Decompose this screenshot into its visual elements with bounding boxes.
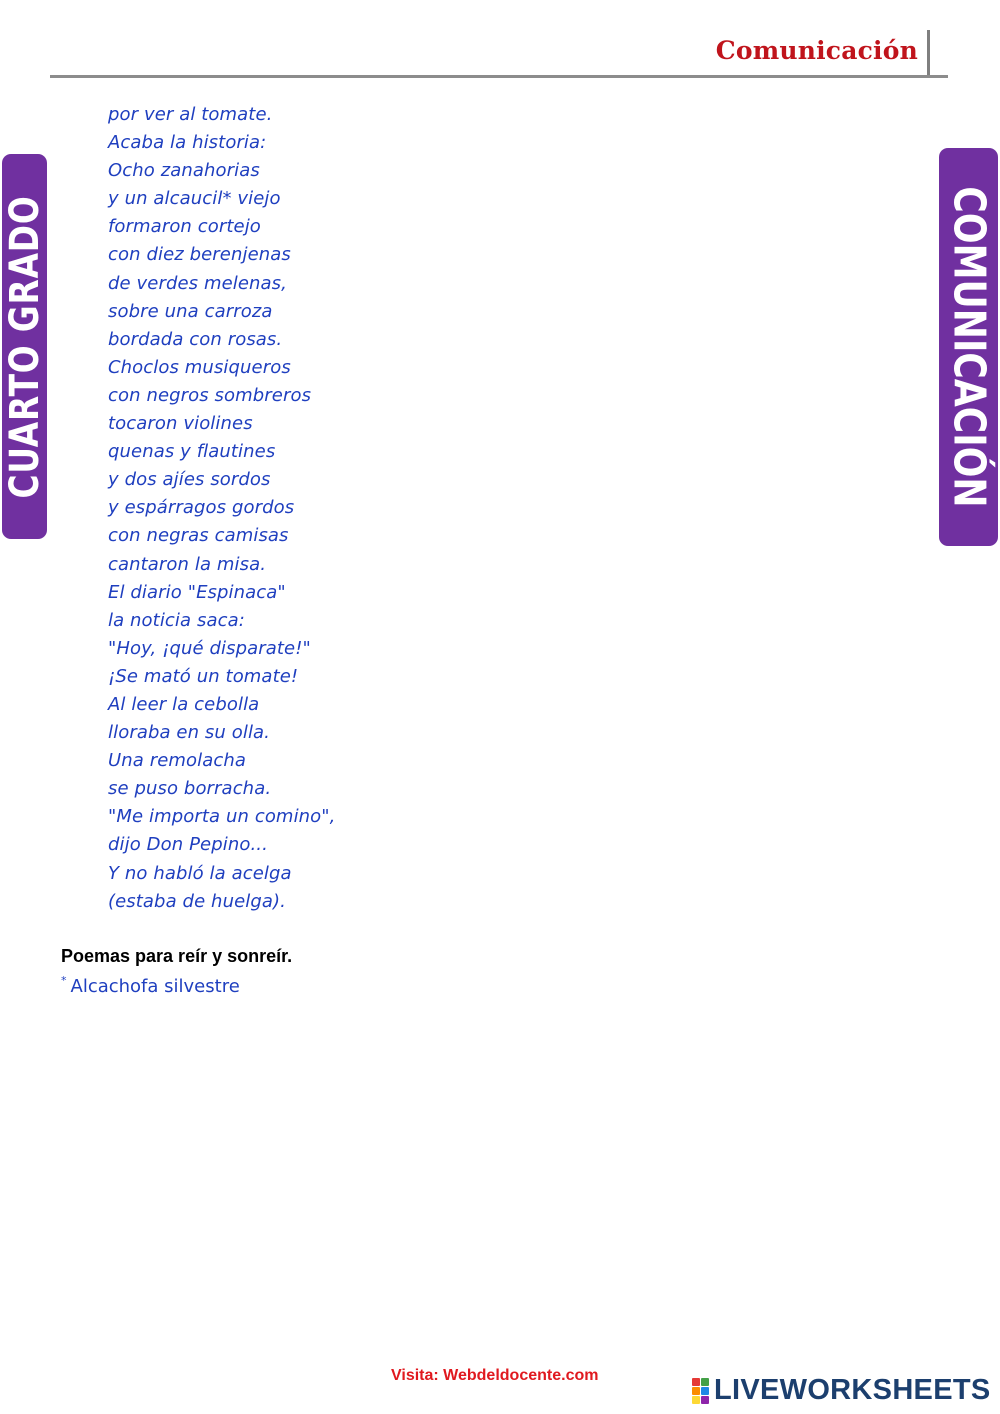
poem-source: Poemas para reír y sonreír.	[61, 946, 293, 966]
header-divider-vertical	[927, 30, 930, 78]
visit-link[interactable]: Visita: Webdeldocente.com	[391, 1367, 599, 1384]
poem-line: Acaba la historia:	[108, 132, 267, 154]
poem-line: se puso borracha.	[108, 778, 272, 800]
poem-line: Al leer la cebolla	[108, 693, 260, 715]
poem-line: dijo Don Pepino...	[108, 834, 268, 856]
poem-line: (estaba de huelga).	[108, 890, 286, 912]
poem-line: Choclos musiqueros	[108, 356, 291, 378]
poem-line: la noticia saca:	[108, 609, 245, 631]
poem-line: "Me importa un comino",	[108, 806, 336, 828]
poem-line: cantaron la misa.	[108, 553, 267, 575]
side-tab-grade	[2, 154, 47, 539]
side-tab-subject-label: COMUNICACIÓN	[943, 186, 994, 508]
poem	[108, 101, 336, 916]
poem-line: y un alcaucil* viejo	[108, 188, 281, 210]
poem-line: lloraba en su olla.	[108, 722, 271, 744]
poem-line: de verdes melenas,	[108, 272, 287, 294]
poem-line: con negras camisas	[108, 525, 289, 547]
poem-line: tocaron violines	[108, 413, 253, 435]
poem-line: El diario "Espinaca"	[108, 581, 286, 603]
header-rule	[50, 75, 948, 78]
poem-line: Ocho zanahorias	[108, 160, 260, 182]
poem-line: ¡Se mató un tomate!	[108, 665, 299, 687]
poem-line: Y no habló la acelga	[108, 862, 292, 884]
liveworksheets-wordmark: LIVEWORKSHEETS	[714, 1374, 991, 1406]
footnote	[61, 974, 240, 997]
liveworksheets-icon	[692, 1378, 710, 1404]
poem-line: con diez berenjenas	[108, 244, 291, 266]
side-tab-grade-label: CUARTO GRADO	[1, 194, 48, 499]
poem-line: "Hoy, ¡qué disparate!"	[108, 637, 311, 659]
footnote-text: Alcachofa silvestre	[70, 976, 240, 997]
poem-line: sobre una carroza	[108, 300, 273, 322]
poem-line: Una remolacha	[108, 750, 247, 772]
poem-line: con negros sombreros	[108, 384, 312, 406]
header-title: Comunicación	[715, 36, 918, 65]
poem-line: y dos ajíes sordos	[108, 469, 271, 491]
footnote-marker: *	[61, 974, 67, 987]
poem-line: por ver al tomate.	[108, 104, 273, 125]
poem-line: formaron cortejo	[108, 216, 261, 238]
poem-line: bordada con rosas.	[108, 328, 283, 350]
poem-line: quenas y flautines	[108, 441, 276, 463]
liveworksheets-logo[interactable]	[692, 1374, 991, 1407]
side-tab-subject	[939, 148, 998, 546]
poem-line: y espárragos gordos	[108, 497, 295, 519]
